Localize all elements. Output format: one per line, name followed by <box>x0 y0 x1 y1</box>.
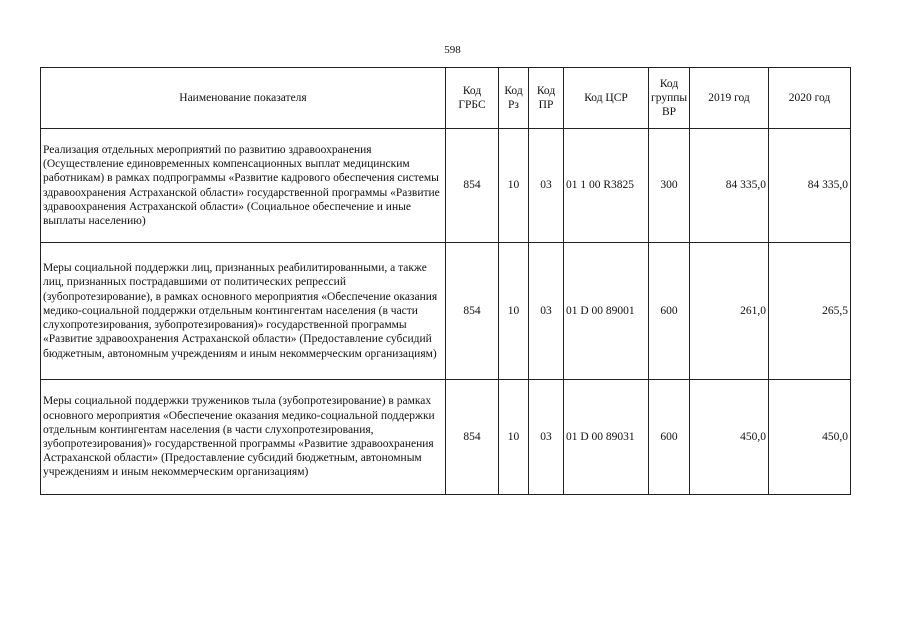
budget-table <box>40 67 851 495</box>
row-2020: 265,5 <box>769 243 851 380</box>
row-vr: 600 <box>649 243 690 380</box>
page-number: 598 <box>444 44 461 56</box>
header-2020: 2020 год <box>769 68 851 129</box>
row-2019: 450,0 <box>690 380 769 495</box>
header-pr: Код ПР <box>529 68 564 129</box>
row-pr: 03 <box>529 380 564 495</box>
header-csr: Код ЦСР <box>564 68 649 129</box>
row-2020: 450,0 <box>769 380 851 495</box>
row-csr: 01 D 00 89001 <box>564 243 649 380</box>
row-csr: 01 1 00 R3825 <box>564 129 649 243</box>
row-grbs: 854 <box>446 129 499 243</box>
row-rz: 10 <box>499 243 529 380</box>
header-row <box>41 68 851 129</box>
header-rz: Код Рз <box>499 68 529 129</box>
row-vr: 300 <box>649 129 690 243</box>
row-vr: 600 <box>649 380 690 495</box>
table-row <box>41 380 851 495</box>
row-2019: 84 335,0 <box>690 129 769 243</box>
row-2020: 84 335,0 <box>769 129 851 243</box>
row-grbs: 854 <box>446 380 499 495</box>
row-grbs: 854 <box>446 243 499 380</box>
header-vr: Код группы ВР <box>649 68 690 129</box>
header-name: Наименование показателя <box>41 68 446 129</box>
row-rz: 10 <box>499 380 529 495</box>
row-2019: 261,0 <box>690 243 769 380</box>
header-grbs: Код ГРБС <box>446 68 499 129</box>
header-2019: 2019 год <box>690 68 769 129</box>
row-name: Меры социальной поддержки тружеников тыла (зубопротезирование) в рамках основного мероприятия «Обеспечение оказания медико-социальной поддержки отдельным контингентам населения (в части слухопротезирования, зубопротезирования)» государственной программы «Развитие здравоохранения Астраханской области» (Предоставление субсидий бюджетным, автономным учреждениям и иным некоммерческим организациям) <box>41 380 446 495</box>
row-rz: 10 <box>499 129 529 243</box>
row-name: Меры социальной поддержки лиц, признанных реабилитированными, а также лиц, признанных пострадавшими от политических репрессий (зубопротезирование), в рамках основного мероприятия «Обеспечение оказания медико-социальной поддержки отдельным контингентам населения (в части слухопротезирования, зубопротезирования)» государственной программы «Развитие здравоохранения Астраханской области» (Предоставление субсидий бюджетным, автономным учреждениям и иным некоммерческим организациям) <box>41 243 446 380</box>
row-name: Реализация отдельных мероприятий по развитию здравоохранения (Осуществление единовременных компенсационных выплат медицинским работникам) в рамках подпрограммы «Развитие кадрового обеспечения системы здравоохранения Астраханской области» государственной программы «Развитие здравоохранения Астраханской области» (Социальное обеспечение и иные выплаты населению) <box>41 129 446 243</box>
row-pr: 03 <box>529 129 564 243</box>
table-row <box>41 243 851 380</box>
row-csr: 01 D 00 89031 <box>564 380 649 495</box>
table-row <box>41 129 851 243</box>
row-pr: 03 <box>529 243 564 380</box>
